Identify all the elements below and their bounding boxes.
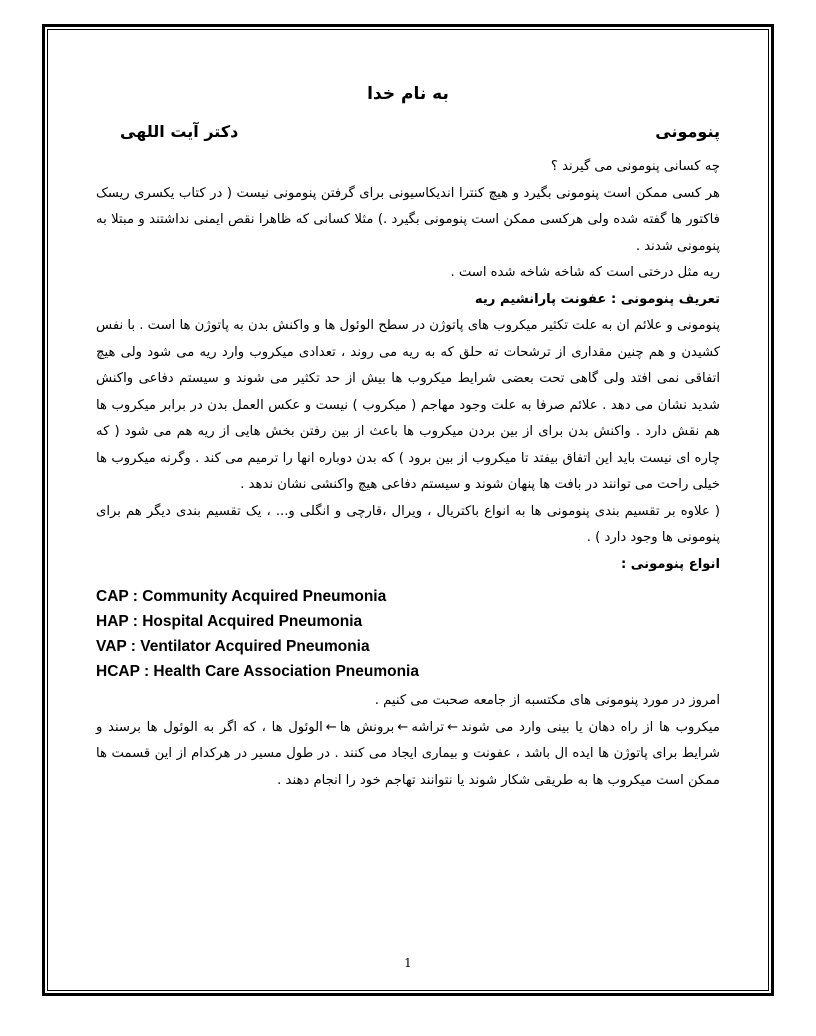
left-arrow-icon: ← — [447, 719, 459, 735]
path-step: برونش ها — [339, 719, 395, 735]
types-heading: انواع پنومونی : — [620, 556, 720, 572]
paragraph-2: ریه مثل درختی است که شاخه شاخه شده است . — [450, 265, 720, 280]
page-number: 1 — [404, 956, 412, 970]
document-title: پنومونی — [655, 122, 720, 141]
path-step: میکروب ها از راه دهان یا بینی وارد می شوند — [461, 719, 720, 735]
paragraph-6 — [96, 715, 720, 795]
list-item: CAP : Community Acquired Pneumonia — [96, 588, 387, 605]
paragraph-3: پنومونی و علائم ان به علت تکثیر میکروب های پاتوژن در سطح الوئول ها و واکنش بدن به پاتوژن ها است . با نفس کشیدن و هم چنین مقداری از ترشحات ته حلق که به ریه می روند ، تعدادی میکروب وارد ریه می شود ولی هیچ اتفاقی نمی افتد ولی گاهی تحت بعضی شرایط میکروب ها بیش از حد تکثیر می شوند و سیستم دفاعی واکنش شدید نشان می دهد . علائم صرفا به علت وجود مهاجم ( میکروب ) نیست و عکس العمل بدن در برابر میکروب ها هم نقش دارد . واکنش بدن برای از بین بردن میکروب ها باعث از بین رفتن بخش هایی از ریه هم می شود ( که چاره ای نیست باید این اتفاق بیفتد تا میکروب از بین برود ) که بدن دوباره انها را ترمیم می کند . وگرنه میکروب ها خیلی راحت می توانند در بافت ها پنهان شوند و سیستم دفاعی هیچ واکنشی نشان ندهد . — [96, 318, 720, 492]
paragraph-6-rest: ، که اگر به الوئول ها برسند و شرایط برای پاتوژن ها ایده ال باشد ، عفونت و بیماری ایجاد می کنند . در طول مسیر در هرکدام از این قسمت ها ممکن است میکروب ها به طریقی شکار شوند یا نتوانند تهاجم خود را انجام دهند . — [96, 719, 720, 788]
list-item: VAP : Ventilator Acquired Pneumonia — [96, 638, 370, 655]
paragraph-5: امروز در مورد پنومونی های مکتسبه از جامعه صحبت می کنیم . — [374, 693, 720, 708]
list-item: HCAP : Health Care Association Pneumonia — [96, 663, 419, 680]
path-step: الوئول ها — [271, 719, 323, 735]
header-title: به نام خدا — [367, 84, 449, 104]
author-name: دکتر آیت اللهی — [120, 122, 239, 141]
title-row — [96, 122, 720, 146]
question-line: چه کسانی پنومونی می گیرند ؟ — [550, 159, 720, 174]
document-body — [96, 154, 720, 794]
paragraph-4: ( علاوه بر تقسیم بندی پنومونی ها به انواع باکتریال ، ویرال ،قارچی و انگلی و... ، یک تقسیم بندی دیگر هم برای پنومونی ها وجود دارد ) . — [96, 503, 720, 545]
definition-heading: تعریف پنومونی : عفونت پارانشیم ریه — [474, 291, 720, 307]
left-arrow-icon: ← — [397, 719, 409, 735]
paragraph-1: هر کسی ممکن است پنومونی بگیرد و هیچ کنترا اندیکاسیونی برای گرفتن پنومونی نیست ( در کتاب یکسری ریسک فاکتور ها گفته شده ولی هرکسی ممکن است پنومونی بگیرد .) مثلا کسانی که ظاهرا نقص ایمنی نداشتند و مبتلا به پنومونی شدند . — [96, 185, 720, 254]
document-page — [96, 60, 720, 990]
left-arrow-icon: ← — [325, 719, 337, 735]
path-step: تراشه — [411, 719, 445, 735]
list-item: HAP : Hospital Acquired Pneumonia — [96, 613, 363, 630]
pneumonia-types-list — [96, 584, 720, 684]
